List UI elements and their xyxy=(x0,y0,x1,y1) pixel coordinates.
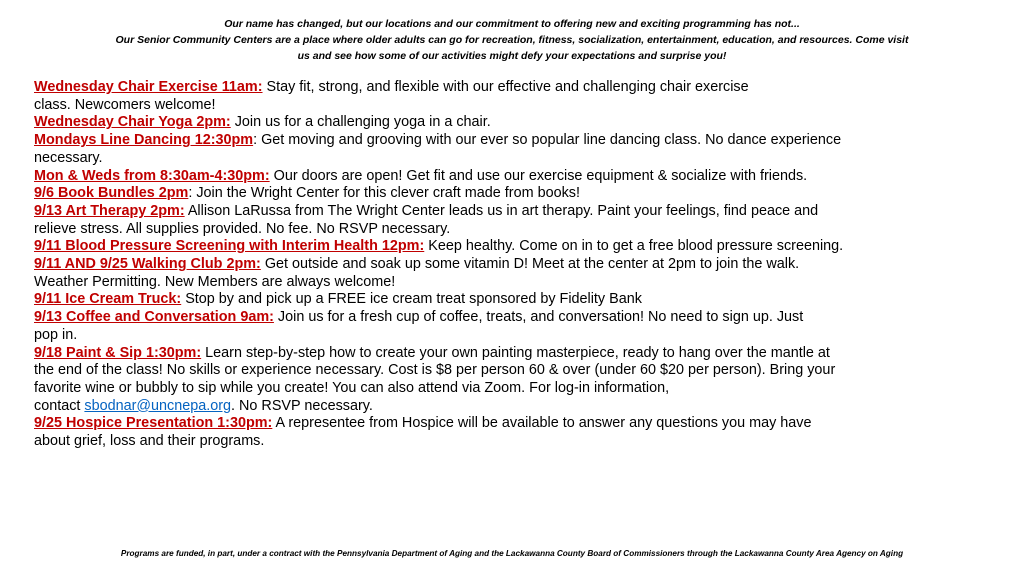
event-title: 9/11 AND 9/25 Walking Club 2pm: xyxy=(34,256,261,273)
contact-prefix: contact xyxy=(34,397,85,414)
event-title: Wednesday Chair Exercise 11am: xyxy=(34,79,263,95)
event-description: Learn step-by-step how to create your own painting masterpiece, ready to hang over the mantle at xyxy=(201,344,830,361)
event-title: 9/13 Art Therapy 2pm: xyxy=(34,202,185,219)
event-item xyxy=(34,132,1002,167)
event-description: Our doors are open! Get fit and use our exercise equipment & socialize with friends. xyxy=(269,167,808,184)
event-item xyxy=(34,185,1002,203)
event-description: Get outside and soak up some vitamin D! Meet at the center at 2pm to join the walk. xyxy=(260,256,800,273)
event-title: Wednesday Chair Yoga 2pm: xyxy=(34,114,231,131)
event-title: 9/6 Book Bundles 2pm xyxy=(34,185,189,202)
event-description-cont: class. Newcomers welcome! xyxy=(34,96,216,113)
intro-line-3: us and see how some of our activities might defy your expectations and surprise you! xyxy=(297,50,727,62)
event-description: : Join the Wright Center for this clever craft made from books! xyxy=(188,185,580,202)
event-title: 9/11 Blood Pressure Screening with Interim Health 12pm: xyxy=(34,238,425,255)
event-description-cont: relieve stress. All supplies provided. No fee. No RSVP necessary. xyxy=(34,220,451,237)
event-title: 9/13 Coffee and Conversation 9am: xyxy=(34,309,274,326)
event-description-cont: pop in. xyxy=(34,326,78,343)
events-list xyxy=(34,79,1002,451)
event-description: Allison LaRussa from The Wright Center leads us in art therapy. Paint your feelings, find peace and xyxy=(184,202,819,219)
event-description-cont: Weather Permitting. New Members are always welcome! xyxy=(34,273,396,290)
event-item xyxy=(34,203,1002,238)
event-description: : Get moving and grooving with our ever so popular line dancing class. No dance experience xyxy=(253,132,842,149)
event-description: Stay fit, strong, and flexible with our effective and challenging chair exercise xyxy=(262,79,749,95)
event-title: 9/18 Paint & Sip 1:30pm: xyxy=(34,344,202,361)
contact-suffix: . No RSVP necessary. xyxy=(231,397,373,414)
event-item xyxy=(34,79,1002,114)
event-item xyxy=(34,415,1002,450)
event-item xyxy=(34,309,1002,344)
event-title: Mon & Weds from 8:30am-4:30pm: xyxy=(34,167,270,184)
event-description: Join us for a fresh cup of coffee, treats, and conversation! No need to sign up. Just xyxy=(273,309,804,326)
event-item xyxy=(34,114,1002,132)
intro-line-1: Our name has changed, but our locations and our commitment to offering new and exciting programming has not... xyxy=(224,18,800,30)
event-item xyxy=(34,238,1002,256)
event-item xyxy=(34,291,1002,309)
event-description: A representee from Hospice will be available to answer any questions you may have xyxy=(272,415,812,432)
event-description: Keep healthy. Come on in to get a free blood pressure screening. xyxy=(424,238,844,255)
event-title: Mondays Line Dancing 12:30pm xyxy=(34,132,254,149)
intro-block xyxy=(20,16,1004,64)
event-description-cont: about grief, loss and their programs. xyxy=(34,433,265,450)
intro-line-2: Our Senior Community Centers are a place where older adults can go for recreation, fitness, socialization, entertainment, education, and resources. Come visit xyxy=(115,34,909,46)
event-description: Join us for a challenging yoga in a chair. xyxy=(230,114,491,131)
event-description: Stop by and pick up a FREE ice cream treat sponsored by Fidelity Bank xyxy=(181,291,642,308)
event-description-cont: the end of the class! No skills or experience necessary. Cost is $8 per person 60 & over (under 60 $20 per person). Bring your xyxy=(34,362,836,379)
event-item xyxy=(34,256,1002,291)
email-link[interactable]: sbodnar@uncnepa.org xyxy=(84,397,232,414)
event-item xyxy=(34,345,1002,416)
event-item xyxy=(34,168,1002,186)
event-description-cont: necessary. xyxy=(34,149,103,166)
event-title: 9/11 Ice Cream Truck: xyxy=(34,291,182,308)
event-title: 9/25 Hospice Presentation 1:30pm: xyxy=(34,415,273,432)
event-description-cont: favorite wine or bubbly to sip while you create! You can also attend via Zoom. For log-in information, xyxy=(34,379,670,396)
funding-footer: Programs are funded, in part, under a contract with the Pennsylvania Department of Aging and the Lackawanna County Board of Commissioners through the Lackawanna County Area Agency on Aging xyxy=(120,549,904,558)
